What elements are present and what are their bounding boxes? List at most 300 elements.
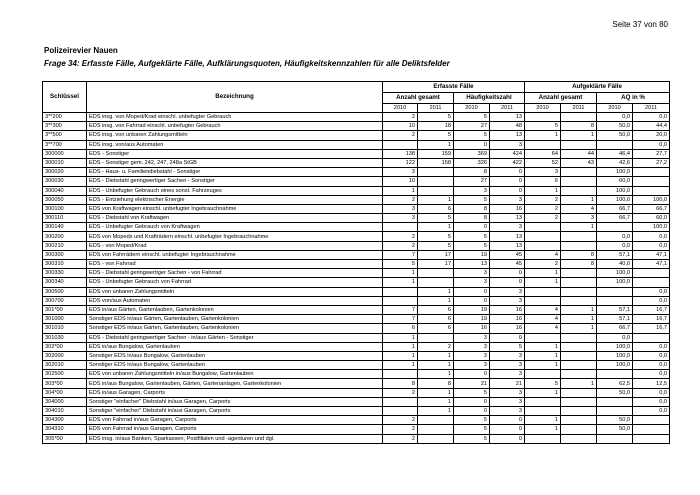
cell-frequency-2011: 13 <box>490 113 525 122</box>
cell-clearance-2011 <box>633 333 670 342</box>
cell-frequency-2011: 3 <box>490 370 525 379</box>
cell-key: 300210 <box>43 241 87 250</box>
cell-clearance-2011: 27,7 <box>633 149 670 158</box>
cell-clearance-2010: 57,1 <box>597 250 633 259</box>
cell-solved-2011 <box>561 296 597 305</box>
cell-solved-2011: 1 <box>561 131 597 140</box>
cell-recorded-2011: 1 <box>418 407 454 416</box>
cell-recorded-2011: 1 <box>418 388 454 397</box>
cell-clearance-2011: 0,0 <box>633 361 670 370</box>
cell-frequency-2010: 3 <box>454 333 490 342</box>
cell-recorded-2010: 10 <box>383 177 418 186</box>
cell-recorded-2011: 5 <box>418 232 454 241</box>
cell-recorded-2011: 1 <box>418 397 454 406</box>
cell-recorded-2011: 1 <box>418 195 454 204</box>
table-row <box>43 260 670 269</box>
cell-clearance-2011: 12,5 <box>633 379 670 388</box>
cell-recorded-2010: 2 <box>383 388 418 397</box>
cell-clearance-2011 <box>633 425 670 434</box>
cell-recorded-2010: 2 <box>383 131 418 140</box>
cell-clearance-2011 <box>633 434 670 443</box>
cell-key: 300700 <box>43 296 87 305</box>
cell-key: 300110 <box>43 214 87 223</box>
cell-solved-2010: 1 <box>525 425 561 434</box>
organization-heading: Polizeirevier Nauen <box>44 46 118 55</box>
header-frequency: Häufigkeitszahl <box>454 93 525 104</box>
cell-recorded-2011: 8 <box>418 379 454 388</box>
cell-frequency-2011: 0 <box>490 177 525 186</box>
cell-clearance-2011: 16,7 <box>633 315 670 324</box>
cell-frequency-2011: 3 <box>490 195 525 204</box>
cell-solved-2011: 43 <box>561 158 597 167</box>
table-row <box>43 361 670 370</box>
header-year: 2011 <box>633 104 670 113</box>
cell-key: 300300 <box>43 250 87 259</box>
cell-key: 300050 <box>43 195 87 204</box>
cell-solved-2010: 2 <box>525 214 561 223</box>
cell-frequency-2010: 5 <box>454 241 490 250</box>
header-year: 2010 <box>597 104 633 113</box>
cell-solved-2011 <box>561 168 597 177</box>
cell-recorded-2010: 3 <box>383 214 418 223</box>
cell-frequency-2010: 8 <box>454 204 490 213</box>
cell-solved-2011 <box>561 388 597 397</box>
cell-frequency-2011: 16 <box>490 324 525 333</box>
cell-frequency-2011: 3 <box>490 388 525 397</box>
table-row <box>43 140 670 149</box>
cell-clearance-2010: 66,7 <box>597 324 633 333</box>
cell-solved-2011: 1 <box>561 195 597 204</box>
cell-clearance-2010: 66,7 <box>597 204 633 213</box>
cell-key: 303*00 <box>43 379 87 388</box>
cell-solved-2011 <box>561 434 597 443</box>
cell-clearance-2010 <box>597 397 633 406</box>
cell-recorded-2011: 6 <box>418 305 454 314</box>
cell-solved-2010 <box>525 223 561 232</box>
cell-solved-2010 <box>525 113 561 122</box>
cell-frequency-2010: 3 <box>454 361 490 370</box>
cell-key: 3**500 <box>43 131 87 140</box>
cell-key: 300500 <box>43 287 87 296</box>
cell-solved-2011: 8 <box>561 250 597 259</box>
cell-frequency-2011: 3 <box>490 361 525 370</box>
cell-frequency-2010: 27 <box>454 177 490 186</box>
cell-description: EDS in/aus Bungalow, Gartenlauben, Gärten, Gartenanlagen, Gartenkolonien <box>87 379 383 388</box>
header-solved-total: Anzahl gesamt <box>525 93 597 104</box>
cell-solved-2010: 4 <box>525 315 561 324</box>
table-row <box>43 113 670 122</box>
cell-description: EDS - Sonstiger gem. 242, 247, 248a StGB <box>87 158 383 167</box>
cell-description: EDS - Diebstahl geringwertiger Sachen - in/aus Gärten - Sonstiger <box>87 333 383 342</box>
cell-description: EDS von Mopeds und Krafträdern einschl. unbefugter Ingebrauchnahme <box>87 232 383 241</box>
cell-key: 301030 <box>43 333 87 342</box>
cell-description: EDS - Unbefugter Gebrauch von Kraftwagen <box>87 223 383 232</box>
cell-recorded-2011: 1 <box>418 223 454 232</box>
cell-recorded-2010: 2 <box>383 113 418 122</box>
cell-key: 3**700 <box>43 140 87 149</box>
cell-clearance-2010: 100,0 <box>597 278 633 287</box>
cell-solved-2010: 1 <box>525 351 561 360</box>
cell-solved-2011 <box>561 278 597 287</box>
cell-clearance-2011: 0,0 <box>633 388 670 397</box>
cell-frequency-2010: 0 <box>454 370 490 379</box>
cell-frequency-2011: 3 <box>490 140 525 149</box>
cell-frequency-2011: 45 <box>490 260 525 269</box>
cell-key: 300140 <box>43 223 87 232</box>
cell-recorded-2010: 138 <box>383 149 418 158</box>
cell-solved-2011: 1 <box>561 379 597 388</box>
cell-recorded-2010: 7 <box>383 250 418 259</box>
header-year: 2011 <box>490 104 525 113</box>
cell-clearance-2011: 60,0 <box>633 214 670 223</box>
cell-recorded-2011: 158 <box>418 158 454 167</box>
cell-frequency-2010: 19 <box>454 305 490 314</box>
cell-solved-2011: 1 <box>561 324 597 333</box>
cell-recorded-2011 <box>418 186 454 195</box>
cell-description: EDS von Fahrrad in/aus Garagen, Carports <box>87 416 383 425</box>
cell-solved-2011 <box>561 351 597 360</box>
cell-recorded-2010: 3 <box>383 204 418 213</box>
cell-frequency-2010: 0 <box>454 223 490 232</box>
table-row <box>43 278 670 287</box>
cell-frequency-2011: 16 <box>490 315 525 324</box>
cell-clearance-2010: 42,6 <box>597 158 633 167</box>
cell-clearance-2010 <box>597 287 633 296</box>
table-row <box>43 177 670 186</box>
table-row <box>43 168 670 177</box>
cell-description: EDS - Unbefugter Gebrauch eines sonst. Fahrzeuges <box>87 186 383 195</box>
cell-key: 300010 <box>43 158 87 167</box>
cell-clearance-2011: 44,4 <box>633 122 670 131</box>
cell-clearance-2011 <box>633 168 670 177</box>
cell-recorded-2010: 10 <box>383 122 418 131</box>
cell-frequency-2010: 5 <box>454 434 490 443</box>
table-row <box>43 397 670 406</box>
cell-frequency-2010: 5 <box>454 195 490 204</box>
cell-key: 302010 <box>43 361 87 370</box>
table-row <box>43 241 670 250</box>
cell-solved-2011 <box>561 407 597 416</box>
cell-description: EDS von unbaren Zahlungsmitteln in/aus Bungalow, Gartenlauben <box>87 370 383 379</box>
cell-recorded-2011: 2 <box>418 342 454 351</box>
cell-solved-2010: 52 <box>525 158 561 167</box>
cell-frequency-2011: 13 <box>490 241 525 250</box>
cell-solved-2011: 3 <box>561 214 597 223</box>
header-solved-cases: Aufgeklärte Fälle <box>525 82 670 93</box>
cell-solved-2010: 1 <box>525 278 561 287</box>
cell-recorded-2010: 1 <box>383 269 418 278</box>
cell-key: 300100 <box>43 204 87 213</box>
cell-clearance-2010: 100,0 <box>597 186 633 195</box>
cell-description: EDS - Entziehung elektrischer Energie <box>87 195 383 204</box>
cell-frequency-2010: 3 <box>454 269 490 278</box>
cell-key: 304300 <box>43 416 87 425</box>
cell-key: 301000 <box>43 315 87 324</box>
cell-frequency-2011: 0 <box>490 269 525 278</box>
cell-frequency-2011: 5 <box>490 342 525 351</box>
cell-clearance-2011: 0,0 <box>633 370 670 379</box>
table-row <box>43 158 670 167</box>
cell-frequency-2010: 5 <box>454 425 490 434</box>
cell-solved-2010 <box>525 296 561 305</box>
cell-clearance-2010: 60,0 <box>597 177 633 186</box>
cell-recorded-2011: 5 <box>418 241 454 250</box>
table-row <box>43 305 670 314</box>
cell-description: EDS von/aus Automaten <box>87 296 383 305</box>
cell-frequency-2011: 3 <box>490 397 525 406</box>
cell-recorded-2010: 1 <box>383 186 418 195</box>
cell-key: 301*00 <box>43 305 87 314</box>
cell-clearance-2011: 47,1 <box>633 250 670 259</box>
cell-frequency-2010: 8 <box>454 168 490 177</box>
cell-recorded-2011 <box>418 177 454 186</box>
cell-recorded-2010: 1 <box>383 278 418 287</box>
cell-frequency-2010: 0 <box>454 140 490 149</box>
cell-solved-2010 <box>525 434 561 443</box>
cell-description: EDS - Unbefugter Gebrauch von Fahrrad <box>87 278 383 287</box>
cell-solved-2011 <box>561 186 597 195</box>
cell-key: 302000 <box>43 351 87 360</box>
cell-frequency-2011: 0 <box>490 278 525 287</box>
cell-frequency-2010: 5 <box>454 131 490 140</box>
cell-clearance-2010: 50,0 <box>597 416 633 425</box>
cell-recorded-2011: 1 <box>418 361 454 370</box>
cell-clearance-2010: 57,1 <box>597 305 633 314</box>
cell-frequency-2010: 326 <box>454 158 490 167</box>
cell-solved-2011 <box>561 370 597 379</box>
cell-solved-2010: 1 <box>525 388 561 397</box>
cell-solved-2010: 1 <box>525 416 561 425</box>
table-row <box>43 131 670 140</box>
cell-clearance-2010: 66,7 <box>597 214 633 223</box>
header-clearance-rate: AQ in % <box>597 93 670 104</box>
cell-description: EDS insg. von unbaren Zahlungsmitteln <box>87 131 383 140</box>
cell-frequency-2010: 369 <box>454 149 490 158</box>
cell-description: Sonstiger EDS in/aus Bungalow, Gartenlauben <box>87 361 383 370</box>
cell-solved-2011: 1 <box>561 315 597 324</box>
cell-description: EDS von Fahrrad in/aus Garagen, Carports <box>87 425 383 434</box>
cell-clearance-2010: 40,0 <box>597 260 633 269</box>
cell-frequency-2010: 16 <box>454 324 490 333</box>
cell-description: EDS - Diebstahl von Kraftwagen <box>87 214 383 223</box>
cell-recorded-2010: 5 <box>383 260 418 269</box>
cell-frequency-2011: 0 <box>490 425 525 434</box>
cell-key: 300030 <box>43 177 87 186</box>
cell-recorded-2011: 1 <box>418 140 454 149</box>
cell-recorded-2010: 7 <box>383 315 418 324</box>
cell-frequency-2010: 0 <box>454 407 490 416</box>
cell-clearance-2011: 0,0 <box>633 232 670 241</box>
cell-frequency-2011: 3 <box>490 407 525 416</box>
cell-solved-2010 <box>525 407 561 416</box>
cell-description: EDS - Haus- u. Familiendiebstahl - Sonstiger <box>87 168 383 177</box>
cell-description: EDS in/aus Bungalow, Gartenlauben <box>87 342 383 351</box>
cell-solved-2011 <box>561 361 597 370</box>
cell-clearance-2011: 100,0 <box>633 223 670 232</box>
cell-key: 305*00 <box>43 434 87 443</box>
cell-frequency-2010: 21 <box>454 379 490 388</box>
cell-frequency-2010: 3 <box>454 342 490 351</box>
cell-key: 304*00 <box>43 388 87 397</box>
cell-clearance-2011: 100,0 <box>633 195 670 204</box>
cell-clearance-2010: 100,0 <box>597 168 633 177</box>
cell-frequency-2011: 48 <box>490 122 525 131</box>
cell-clearance-2011: 0,0 <box>633 407 670 416</box>
cell-solved-2011 <box>561 113 597 122</box>
cell-recorded-2010 <box>383 407 418 416</box>
cell-recorded-2011 <box>418 333 454 342</box>
cell-description: EDS - von Fahrrad <box>87 260 383 269</box>
cell-frequency-2010: 0 <box>454 296 490 305</box>
table-row <box>43 407 670 416</box>
cell-recorded-2011: 5 <box>418 131 454 140</box>
cell-frequency-2011: 3 <box>490 296 525 305</box>
cell-frequency-2010: 27 <box>454 122 490 131</box>
table-row <box>43 434 670 443</box>
cell-clearance-2010 <box>597 140 633 149</box>
cell-recorded-2011 <box>418 168 454 177</box>
cell-recorded-2010: 1 <box>383 333 418 342</box>
cell-solved-2010: 5 <box>525 122 561 131</box>
header-recorded-cases: Erfasste Fälle <box>383 82 525 93</box>
cell-frequency-2010: 3 <box>454 278 490 287</box>
cell-recorded-2011: 6 <box>418 324 454 333</box>
cell-clearance-2010: 100,0 <box>597 269 633 278</box>
cell-key: 300310 <box>43 260 87 269</box>
cell-frequency-2011: 0 <box>490 168 525 177</box>
table-row <box>43 324 670 333</box>
cell-recorded-2011: 6 <box>418 315 454 324</box>
cell-clearance-2010: 0,0 <box>597 113 633 122</box>
cell-description: Sonstiger "einfacher" Diebstahl in/aus Garagen, Carports <box>87 397 383 406</box>
cell-recorded-2010 <box>383 223 418 232</box>
table-row <box>43 370 670 379</box>
cell-description: Sonstiger EDS in/aus Bungalow, Gartenlauben <box>87 351 383 360</box>
cell-recorded-2010: 7 <box>383 305 418 314</box>
cell-recorded-2011: 18 <box>418 122 454 131</box>
statistics-table <box>42 81 670 444</box>
header-year: 2011 <box>561 104 597 113</box>
cell-clearance-2011: 0,0 <box>633 113 670 122</box>
cell-frequency-2010: 8 <box>454 214 490 223</box>
cell-clearance-2011: 47,1 <box>633 260 670 269</box>
cell-frequency-2010: 5 <box>454 113 490 122</box>
cell-solved-2010: 4 <box>525 305 561 314</box>
cell-description: EDS - Diebstahl geringwertiger Sachen - Sonstiger <box>87 177 383 186</box>
cell-clearance-2010: 100,0 <box>597 351 633 360</box>
cell-recorded-2011 <box>418 278 454 287</box>
cell-solved-2011 <box>561 140 597 149</box>
cell-frequency-2010: 5 <box>454 232 490 241</box>
header-recorded-total: Anzahl gesamt <box>383 93 454 104</box>
cell-solved-2010: 1 <box>525 342 561 351</box>
cell-description: EDS insg. in/aus Banken, Sparkassen, Postfilialen und -agenturen und dgl. <box>87 434 383 443</box>
table-row <box>43 250 670 259</box>
table-row <box>43 416 670 425</box>
table-row <box>43 351 670 360</box>
cell-clearance-2010 <box>597 407 633 416</box>
cell-clearance-2011: 0,0 <box>633 296 670 305</box>
cell-key: 300340 <box>43 278 87 287</box>
cell-key: 3**300 <box>43 122 87 131</box>
table-row <box>43 204 670 213</box>
cell-recorded-2010: 1 <box>383 351 418 360</box>
cell-frequency-2011: 21 <box>490 379 525 388</box>
cell-clearance-2011: 0,0 <box>633 140 670 149</box>
table-row <box>43 223 670 232</box>
cell-solved-2011 <box>561 241 597 250</box>
cell-key: 302*00 <box>43 342 87 351</box>
cell-frequency-2010: 19 <box>454 315 490 324</box>
cell-clearance-2010: 0,0 <box>597 232 633 241</box>
cell-solved-2010 <box>525 287 561 296</box>
cell-solved-2010: 6 <box>525 177 561 186</box>
cell-clearance-2011: 16,7 <box>633 305 670 314</box>
cell-clearance-2010 <box>597 370 633 379</box>
table-row <box>43 287 670 296</box>
cell-solved-2010: 3 <box>525 168 561 177</box>
cell-clearance-2011: 0,0 <box>633 351 670 360</box>
cell-clearance-2010: 0,0 <box>597 241 633 250</box>
header-year: 2011 <box>418 104 454 113</box>
cell-solved-2010: 2 <box>525 204 561 213</box>
cell-solved-2010: 2 <box>525 195 561 204</box>
cell-recorded-2010: 6 <box>383 324 418 333</box>
cell-frequency-2010: 13 <box>454 260 490 269</box>
header-year: 2010 <box>525 104 561 113</box>
cell-recorded-2010: 2 <box>383 241 418 250</box>
cell-key: 304000 <box>43 397 87 406</box>
table-row <box>43 122 670 131</box>
cell-description: EDS von Fahrrädern einschl. unbefugter Ingebrauchnahme <box>87 250 383 259</box>
cell-clearance-2011: 27,2 <box>633 158 670 167</box>
table-row <box>43 232 670 241</box>
cell-recorded-2011: 159 <box>418 149 454 158</box>
cell-key: 300330 <box>43 269 87 278</box>
cell-solved-2010 <box>525 140 561 149</box>
cell-description: EDS von unbaren Zahlungsmitteln <box>87 287 383 296</box>
cell-solved-2011 <box>561 177 597 186</box>
cell-solved-2010: 5 <box>525 379 561 388</box>
cell-description: EDS in/aus Gärten, Gartenlauben, Gartenkolonien <box>87 305 383 314</box>
cell-solved-2011: 8 <box>561 260 597 269</box>
cell-solved-2011: 4 <box>561 204 597 213</box>
cell-clearance-2010 <box>597 434 633 443</box>
cell-frequency-2011: 16 <box>490 204 525 213</box>
cell-key: 3**200 <box>43 113 87 122</box>
cell-recorded-2010 <box>383 296 418 305</box>
cell-recorded-2011 <box>418 425 454 434</box>
cell-description: EDS insg. von Moped/Krad einschl. unbefugter Gebrauch <box>87 113 383 122</box>
cell-clearance-2010: 50,0 <box>597 122 633 131</box>
cell-clearance-2010: 0,0 <box>597 333 633 342</box>
table-row <box>43 342 670 351</box>
cell-solved-2010: 1 <box>525 269 561 278</box>
cell-frequency-2011: 13 <box>490 131 525 140</box>
cell-clearance-2010 <box>597 223 633 232</box>
cell-solved-2010: 4 <box>525 250 561 259</box>
cell-solved-2010 <box>525 232 561 241</box>
cell-frequency-2011: 0 <box>490 333 525 342</box>
cell-clearance-2011 <box>633 177 670 186</box>
cell-solved-2011: 1 <box>561 305 597 314</box>
cell-recorded-2011 <box>418 269 454 278</box>
table-row <box>43 388 670 397</box>
cell-frequency-2010: 19 <box>454 250 490 259</box>
cell-clearance-2010: 62,5 <box>597 379 633 388</box>
cell-key: 302500 <box>43 370 87 379</box>
cell-frequency-2011: 0 <box>490 434 525 443</box>
